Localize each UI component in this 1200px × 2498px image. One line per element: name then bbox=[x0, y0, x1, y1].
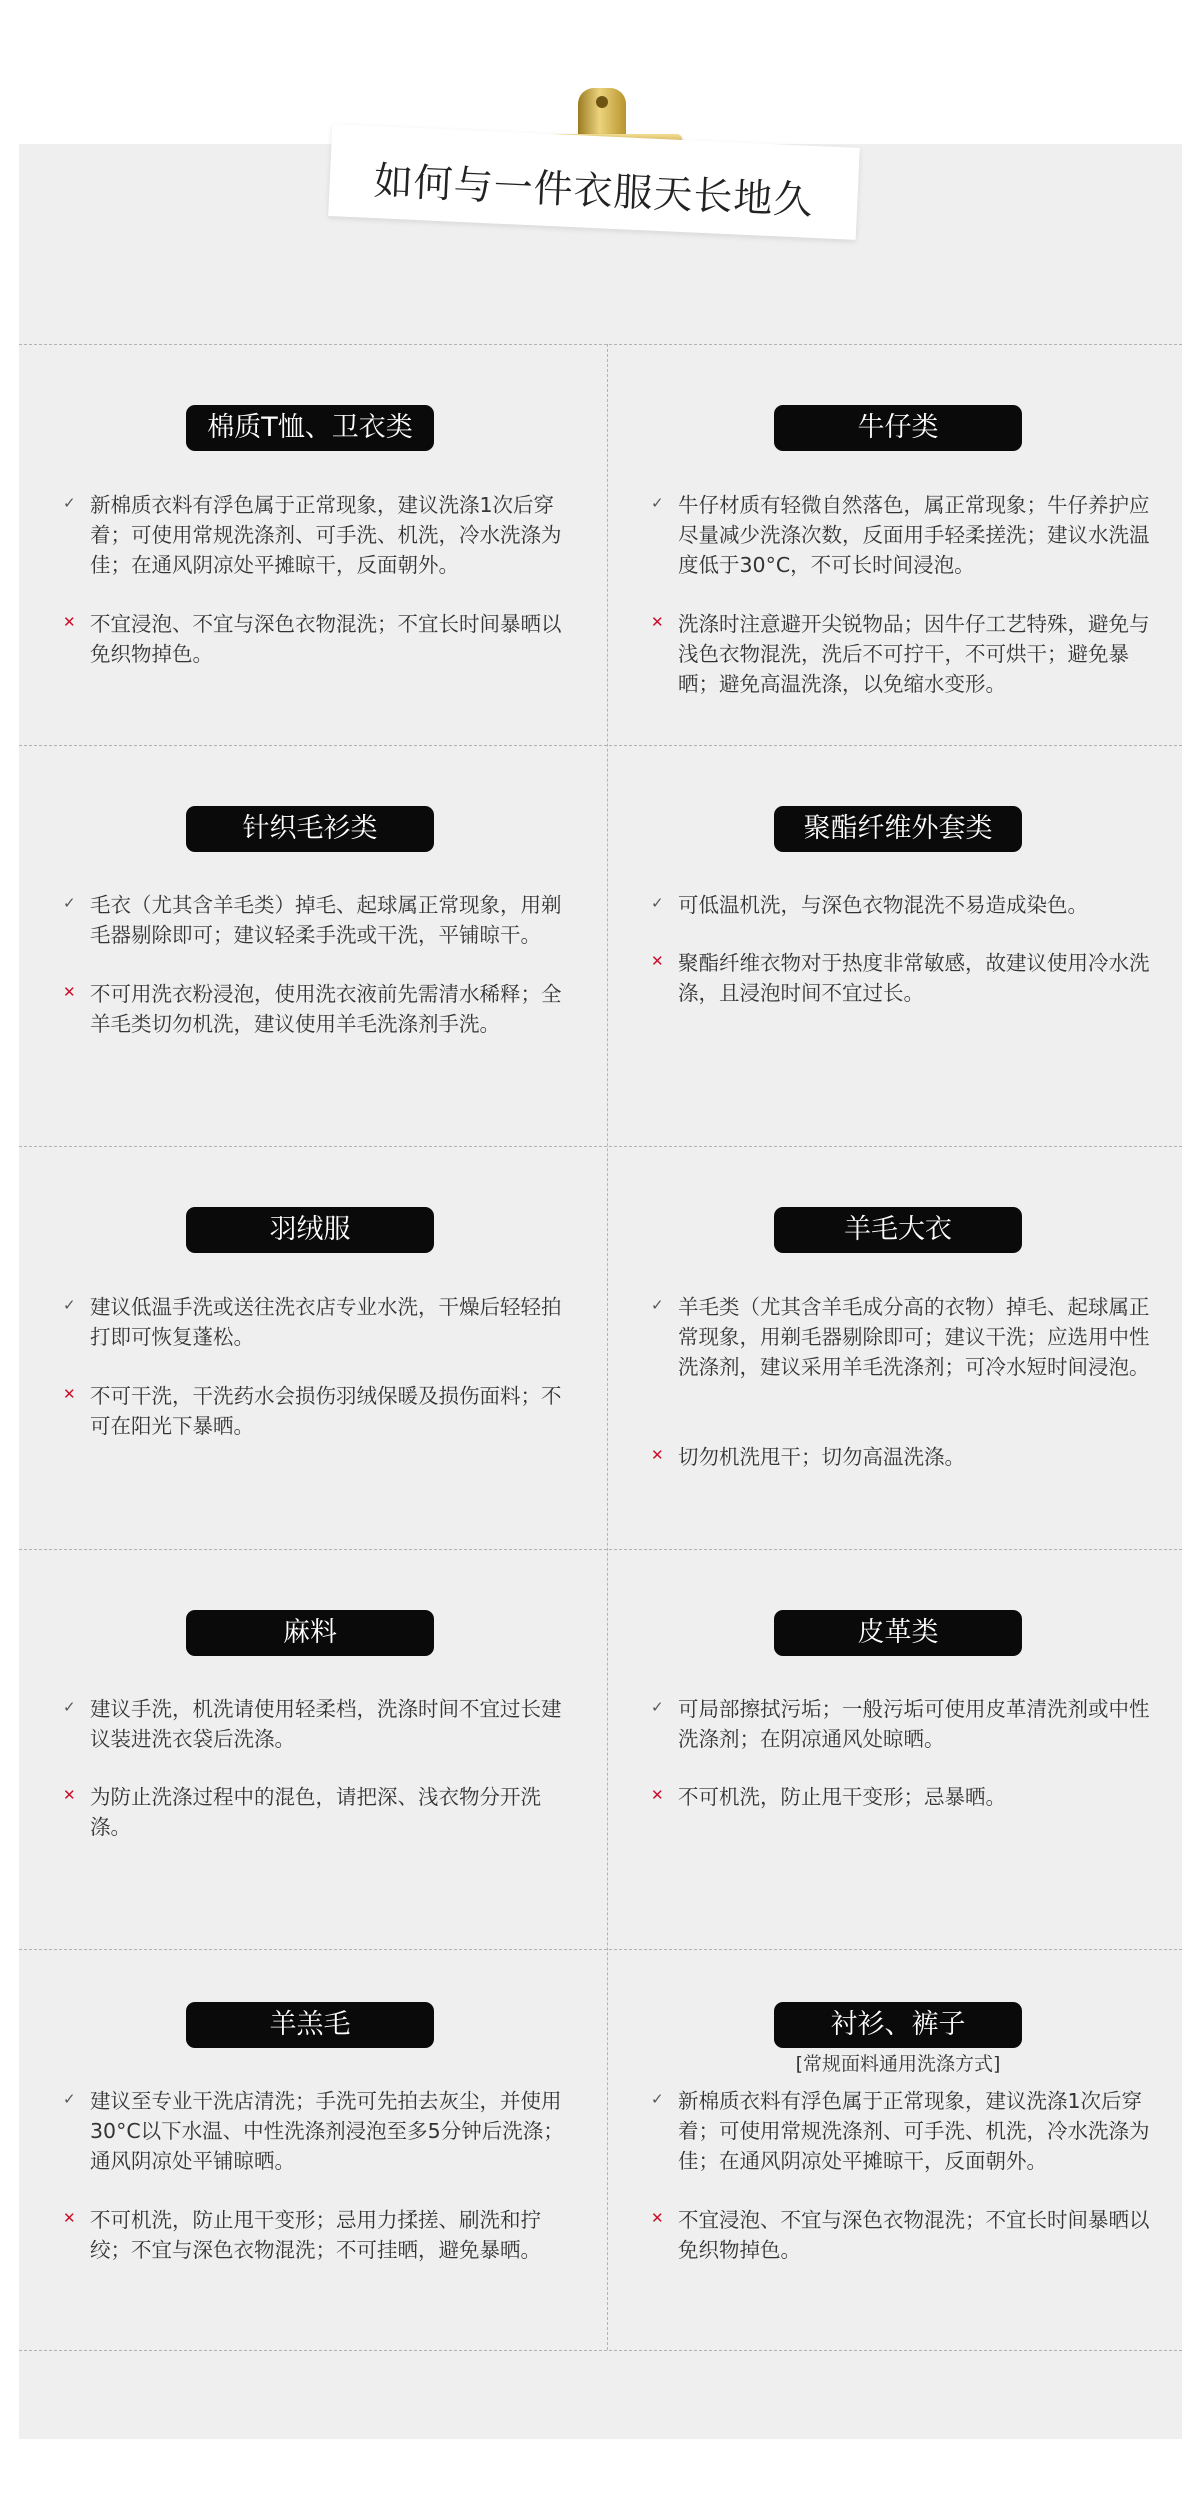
care-warning bbox=[651, 948, 1161, 1008]
care-tip bbox=[63, 1694, 573, 1754]
section-subnote: [常规面料通用洗涤方式] bbox=[795, 2053, 1001, 2075]
care-tip-text: 新棉质衣料有浮色属于正常现象，建议洗涤1次后穿着；可使用常规洗涤剂、可手洗、机洗，冷水洗涤为佳；在通风阴凉处平摊晾干，反面朝外。 bbox=[90, 493, 562, 577]
care-warning bbox=[651, 1782, 1161, 1812]
section-title: 羊羔毛 bbox=[186, 2002, 434, 2048]
care-tip-text: 建议低温手洗或送往洗衣店专业水洗，干燥后轻轻拍打即可恢复蓬松。 bbox=[90, 1295, 562, 1349]
section-title: 麻料 bbox=[186, 1610, 434, 1656]
care-warning-text: 切勿机洗甩干；切勿高温洗涤。 bbox=[678, 1445, 965, 1469]
care-tip bbox=[651, 490, 1161, 580]
check-icon: ✓ bbox=[651, 1296, 664, 1314]
care-tip bbox=[63, 1292, 573, 1352]
check-icon: ✓ bbox=[651, 494, 664, 512]
check-icon: ✓ bbox=[63, 2090, 76, 2108]
cross-icon: ✕ bbox=[651, 952, 664, 970]
care-section-denim bbox=[607, 344, 1182, 745]
care-warning-text: 不可干洗，干洗药水会损伤羽绒保暖及损伤面料；不可在阳光下暴晒。 bbox=[90, 1384, 562, 1438]
care-section-shirts-trousers bbox=[607, 1949, 1182, 2350]
care-warning bbox=[63, 1381, 573, 1441]
cross-icon: ✕ bbox=[651, 613, 664, 631]
section-title: 棉质T恤、卫衣类 bbox=[186, 405, 434, 451]
section-title: 聚酯纤维外套类 bbox=[774, 806, 1022, 852]
care-warning bbox=[63, 1782, 573, 1842]
check-icon: ✓ bbox=[63, 1698, 76, 1716]
care-tip-text: 毛衣（尤其含羊毛类）掉毛、起球属正常现象，用剃毛器剔除即可；建议轻柔手洗或干洗，平铺晾干。 bbox=[90, 893, 562, 947]
check-icon: ✓ bbox=[63, 1296, 76, 1314]
care-tip bbox=[63, 2086, 573, 2176]
care-tip-text: 可低温机洗，与深色衣物混洗不易造成染色。 bbox=[678, 893, 1088, 917]
care-warning bbox=[651, 609, 1161, 699]
care-warning-text: 不可用洗衣粉浸泡，使用洗衣液前先需清水稀释；全羊毛类切勿机洗，建议使用羊毛洗涤剂手洗。 bbox=[90, 982, 562, 1036]
care-warning-text: 不可机洗，防止甩干变形；忌暴晒。 bbox=[678, 1785, 1006, 1809]
check-icon: ✓ bbox=[651, 2090, 664, 2108]
cross-icon: ✕ bbox=[63, 1786, 76, 1804]
care-warning-text: 为防止洗涤过程中的混色，请把深、浅衣物分开洗涤。 bbox=[90, 1785, 541, 1839]
care-warning bbox=[63, 609, 573, 669]
page-title: 如何与一件衣服天长地久 bbox=[372, 159, 815, 224]
grid-divider bbox=[19, 2350, 1182, 2351]
clip-hole bbox=[596, 96, 608, 108]
care-warning bbox=[63, 979, 573, 1039]
care-tip bbox=[63, 890, 573, 950]
section-title: 皮革类 bbox=[774, 1610, 1022, 1656]
check-icon: ✓ bbox=[63, 894, 76, 912]
cross-icon: ✕ bbox=[63, 1385, 76, 1403]
section-title: 羊毛大衣 bbox=[774, 1207, 1022, 1253]
care-section-linen bbox=[19, 1549, 607, 1949]
check-icon: ✓ bbox=[651, 1698, 664, 1716]
care-tip-text: 新棉质衣料有浮色属于正常现象，建议洗涤1次后穿着；可使用常规洗涤剂、可手洗、机洗，冷水洗涤为佳；在通风阴凉处平摊晾干，反面朝外。 bbox=[678, 2089, 1150, 2173]
care-tip bbox=[651, 890, 1161, 920]
care-section-lambswool bbox=[19, 1949, 607, 2350]
care-section-knitwear bbox=[19, 745, 607, 1146]
section-title: 衬衫、裤子 bbox=[774, 2002, 1022, 2048]
care-section-wool-coat bbox=[607, 1146, 1182, 1549]
care-warning bbox=[651, 2205, 1161, 2265]
cross-icon: ✕ bbox=[651, 2209, 664, 2227]
care-tip bbox=[651, 1292, 1161, 1382]
care-tip-text: 建议手洗，机洗请使用轻柔档，洗涤时间不宜过长建议装进洗衣袋后洗涤。 bbox=[90, 1697, 562, 1751]
care-tip bbox=[63, 490, 573, 580]
care-section-down-jacket bbox=[19, 1146, 607, 1549]
section-title: 羽绒服 bbox=[186, 1207, 434, 1253]
care-section-cotton-tee bbox=[19, 344, 607, 745]
care-warning-text: 不可机洗，防止甩干变形；忌用力揉搓、刷洗和拧绞；不宜与深色衣物混洗；不可挂晒，避免暴晒。 bbox=[90, 2208, 541, 2262]
cross-icon: ✕ bbox=[63, 613, 76, 631]
care-tip bbox=[651, 2086, 1161, 2176]
care-tip bbox=[651, 1694, 1161, 1754]
cross-icon: ✕ bbox=[63, 2209, 76, 2227]
cross-icon: ✕ bbox=[63, 983, 76, 1001]
care-warning bbox=[651, 1442, 1161, 1472]
care-tip-text: 羊毛类（尤其含羊毛成分高的衣物）掉毛、起球属正常现象，用剃毛器剔除即可；建议干洗；应选用中性洗涤剂，建议采用羊毛洗涤剂；可冷水短时间浸泡。 bbox=[678, 1295, 1150, 1379]
care-warning-text: 不宜浸泡、不宜与深色衣物混洗；不宜长时间暴晒以免织物掉色。 bbox=[678, 2208, 1150, 2262]
cross-icon: ✕ bbox=[651, 1446, 664, 1464]
care-section-leather bbox=[607, 1549, 1182, 1949]
care-tip-text: 可局部擦拭污垢；一般污垢可使用皮革清洗剂或中性洗涤剂；在阴凉通风处晾晒。 bbox=[678, 1697, 1150, 1751]
care-warning-text: 洗涤时注意避开尖锐物品；因牛仔工艺特殊，避免与浅色衣物混洗，洗后不可拧干，不可烘干；避免暴晒；避免高温洗涤，以免缩水变形。 bbox=[678, 612, 1150, 696]
care-warning-text: 不宜浸泡、不宜与深色衣物混洗；不宜长时间暴晒以免织物掉色。 bbox=[90, 612, 562, 666]
check-icon: ✓ bbox=[651, 894, 664, 912]
section-title: 针织毛衫类 bbox=[186, 806, 434, 852]
care-section-polyester bbox=[607, 745, 1182, 1146]
care-warning-text: 聚酯纤维衣物对于热度非常敏感，故建议使用冷水洗涤，且浸泡时间不宜过长。 bbox=[678, 951, 1150, 1005]
check-icon: ✓ bbox=[63, 494, 76, 512]
care-tip-text: 牛仔材质有轻微自然落色，属正常现象；牛仔养护应尽量减少洗涤次数，反面用手轻柔搓洗；建议水洗温度低于30°C，不可长时间浸泡。 bbox=[678, 493, 1150, 577]
cross-icon: ✕ bbox=[651, 1786, 664, 1804]
care-tip-text: 建议至专业干洗店清洗；手洗可先拍去灰尘，并使用30°C以下水温、中性洗涤剂浸泡至多5分钟后洗涤；通风阴凉处平铺晾晒。 bbox=[90, 2089, 564, 2173]
section-title: 牛仔类 bbox=[774, 405, 1022, 451]
care-warning bbox=[63, 2205, 573, 2265]
